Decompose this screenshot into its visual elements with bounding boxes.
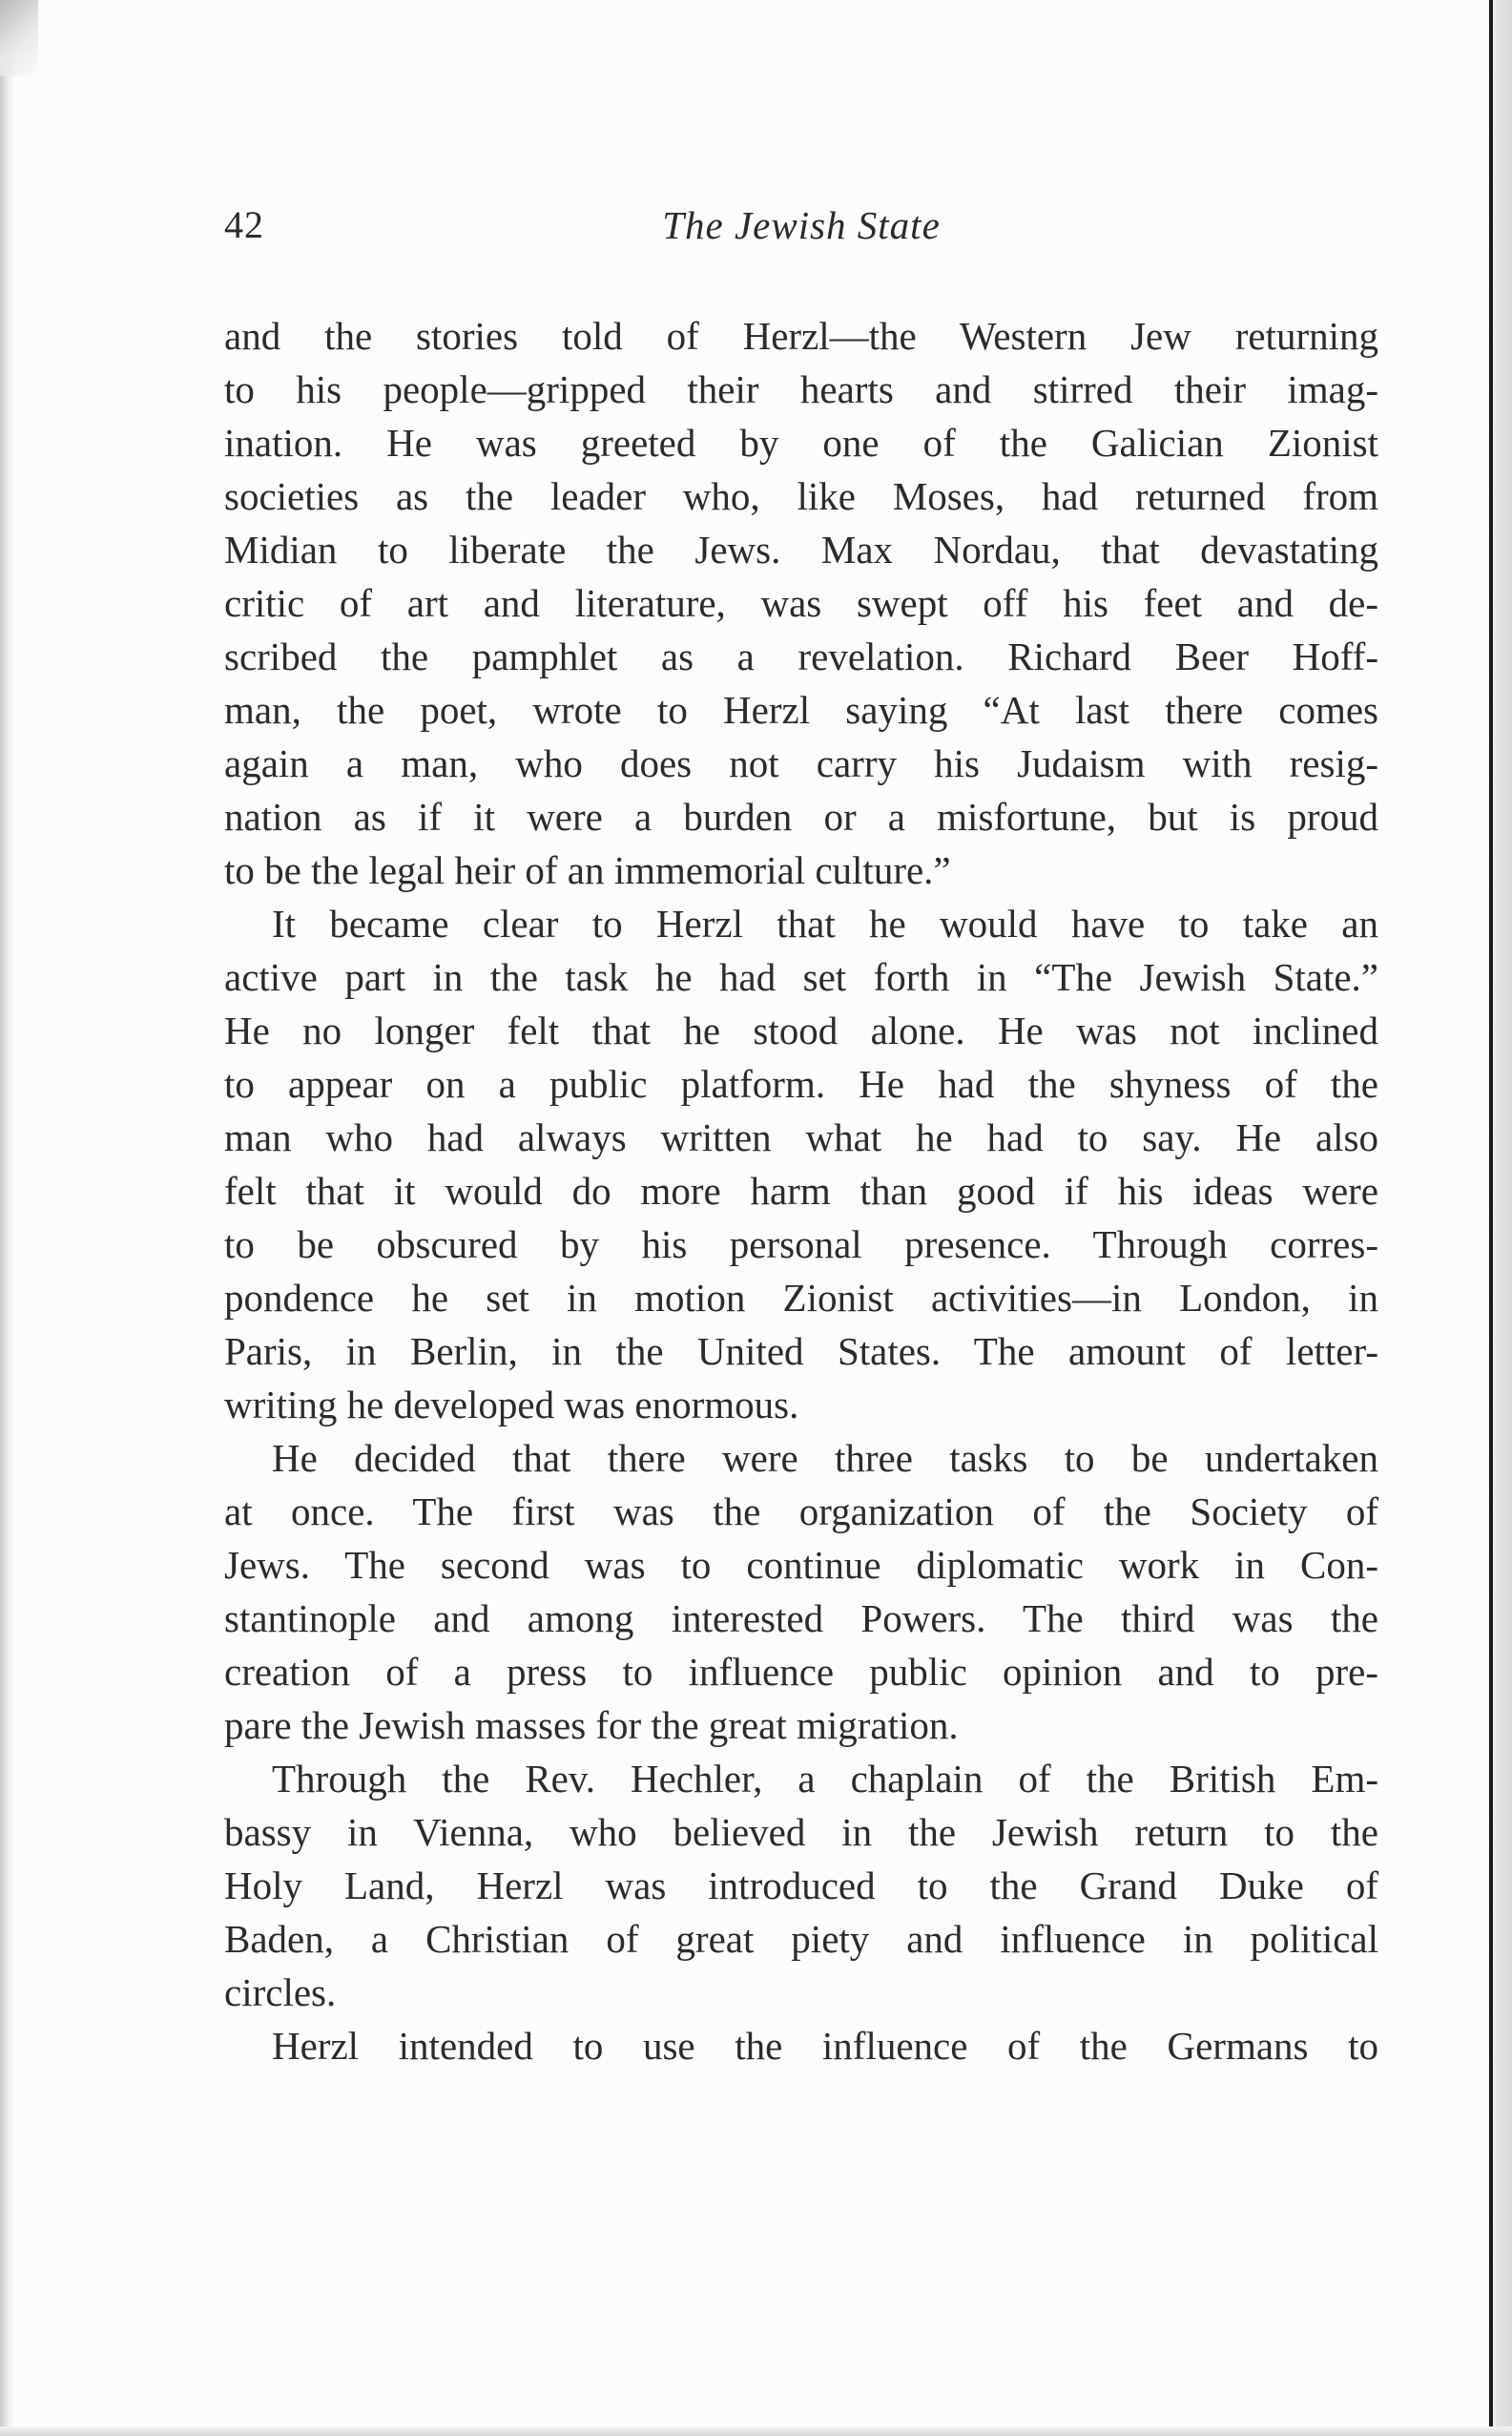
text-line: to be the legal heir of an immemorial culture.” <box>224 848 951 892</box>
text-line: to be obscured by his personal presence. Through corres- <box>224 1222 1378 1266</box>
text-line: at once. The first was the organization of the Society of <box>224 1489 1378 1533</box>
page-number: 42 <box>224 203 264 246</box>
text-line: felt that it would do more harm than good if his ideas were <box>224 1169 1378 1213</box>
page-corner-shadow <box>0 0 38 76</box>
text-line: He decided that there were three tasks to be undertaken <box>272 1436 1378 1480</box>
text-line: circles. <box>224 1970 337 2014</box>
text-line: active part in the task he had set forth in “The Jewish State.” <box>224 955 1378 999</box>
text-line: It became clear to Herzl that he would have to take an <box>272 902 1378 946</box>
text-line: again a man, who does not carry his Judaism with resig- <box>224 741 1378 785</box>
text-line: pondence he set in motion Zionist activities—in London, in <box>224 1276 1378 1320</box>
text-line: man who had always written what he had to say. He also <box>224 1115 1378 1159</box>
text-line: bassy in Vienna, who believed in the Jewish return to the <box>224 1810 1378 1854</box>
page-bottom-edge <box>0 2426 1512 2436</box>
text-line: and the stories told of Herzl—the Western Jew returning <box>224 314 1378 358</box>
binding-shadow-line <box>1489 0 1493 2436</box>
page-header <box>224 202 1378 260</box>
text-line: Paris, in Berlin, in the United States. The amount of letter- <box>224 1329 1378 1373</box>
text-line: to appear on a public platform. He had the shyness of the <box>224 1062 1378 1106</box>
text-line: creation of a press to influence public opinion and to pre- <box>224 1650 1378 1694</box>
text-line: Through the Rev. Hechler, a chaplain of the British Em- <box>272 1757 1378 1801</box>
text-line: pare the Jewish masses for the great migration. <box>224 1703 959 1747</box>
text-line: Herzl intended to use the influence of the Germans to <box>272 2024 1378 2068</box>
running-title: The Jewish State <box>662 203 941 247</box>
text-line: scribed the pamphlet as a revelation. Richard Beer Hoff- <box>224 635 1378 678</box>
text-line: ination. He was greeted by one of the Galician Zionist <box>224 421 1378 465</box>
text-line: stantinople and among interested Powers. The third was the <box>224 1596 1378 1640</box>
text-line: Midian to liberate the Jews. Max Nordau, that devastating <box>224 528 1378 572</box>
text-line: He no longer felt that he stood alone. He was not inclined <box>224 1009 1378 1052</box>
text-line: societies as the leader who, like Moses, had returned from <box>224 474 1378 518</box>
text-line: nation as if it were a burden or a misfortune, but is proud <box>224 795 1378 839</box>
text-line: Jews. The second was to continue diplomatic work in Con- <box>224 1543 1378 1587</box>
text-line: critic of art and literature, was swept off his feet and de- <box>224 581 1378 625</box>
text-line: Baden, a Christian of great piety and influence in political <box>224 1917 1378 1961</box>
text-line: Holy Land, Herzl was introduced to the Grand Duke of <box>224 1863 1378 1907</box>
text-line: man, the poet, wrote to Herzl saying “At last there comes <box>224 688 1378 732</box>
text-line: writing he developed was enormous. <box>224 1383 799 1426</box>
body-text <box>224 309 1378 2072</box>
page-left-edge <box>0 0 13 2436</box>
text-line: to his people—gripped their hearts and stirred their imag- <box>224 367 1378 411</box>
